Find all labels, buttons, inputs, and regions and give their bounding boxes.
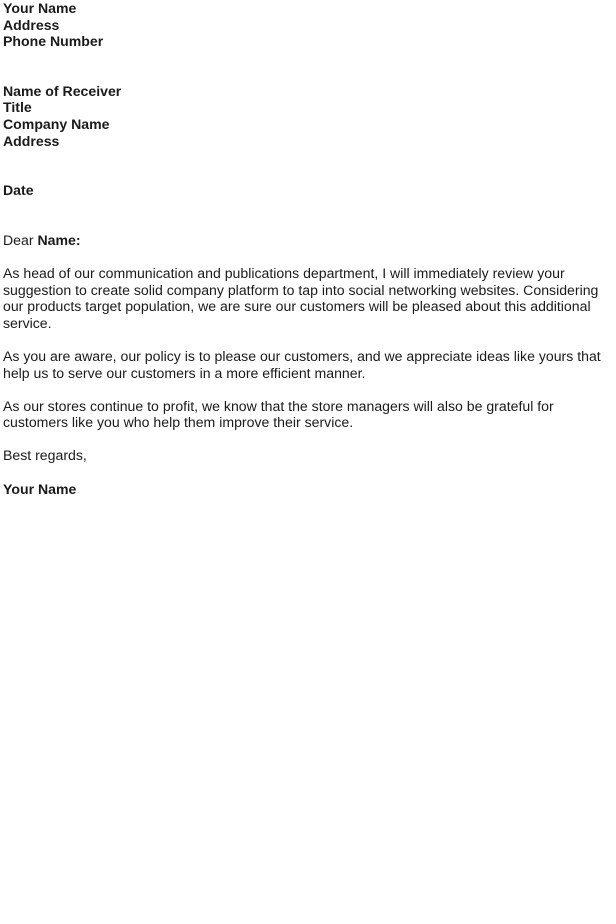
paragraph-line: our products target population, we are sure our customers will be pleased about this additional [3, 298, 591, 315]
greeting-prefix: Dear [3, 231, 38, 248]
letter-page [3, 0, 614, 497]
date-block [3, 182, 614, 199]
paragraph-1 [3, 265, 614, 331]
closing [3, 447, 614, 464]
paragraph-line: customers like you who help them improve their service. [3, 414, 354, 431]
paragraph-line: As head of our communication and publications department, I will immediately review your [3, 264, 565, 281]
receiver-name: Name of Receiver [3, 82, 122, 99]
paragraph-line: As our stores continue to profit, we know that the store managers will also be grateful for [3, 397, 554, 414]
paragraph-line: service. [3, 314, 52, 331]
paragraph-line: help us to serve our customers in a more efficient manner. [3, 364, 366, 381]
paragraph-3 [3, 398, 614, 431]
receiver-company: Company Name [3, 115, 110, 132]
closing-text: Best regards, [3, 447, 87, 464]
paragraph-line: As you are aware, our policy is to please our customers, and we appreciate ideas like yours that [3, 347, 601, 364]
signature-name: Your Name [3, 480, 77, 497]
receiver-block [3, 83, 614, 149]
letter-date: Date [3, 182, 34, 199]
sender-phone: Phone Number [3, 33, 104, 50]
greeting [3, 232, 614, 249]
paragraph-line: suggestion to create solid company platform to tap into social networking websites. Considering [3, 281, 599, 298]
signature [3, 481, 614, 498]
sender-name: Your Name [3, 0, 77, 16]
sender-address: Address [3, 16, 60, 33]
paragraph-2 [3, 348, 614, 381]
greeting-name: Name: [37, 231, 81, 248]
receiver-title: Title [3, 99, 32, 116]
sender-block [3, 0, 614, 50]
receiver-address: Address [3, 132, 60, 149]
